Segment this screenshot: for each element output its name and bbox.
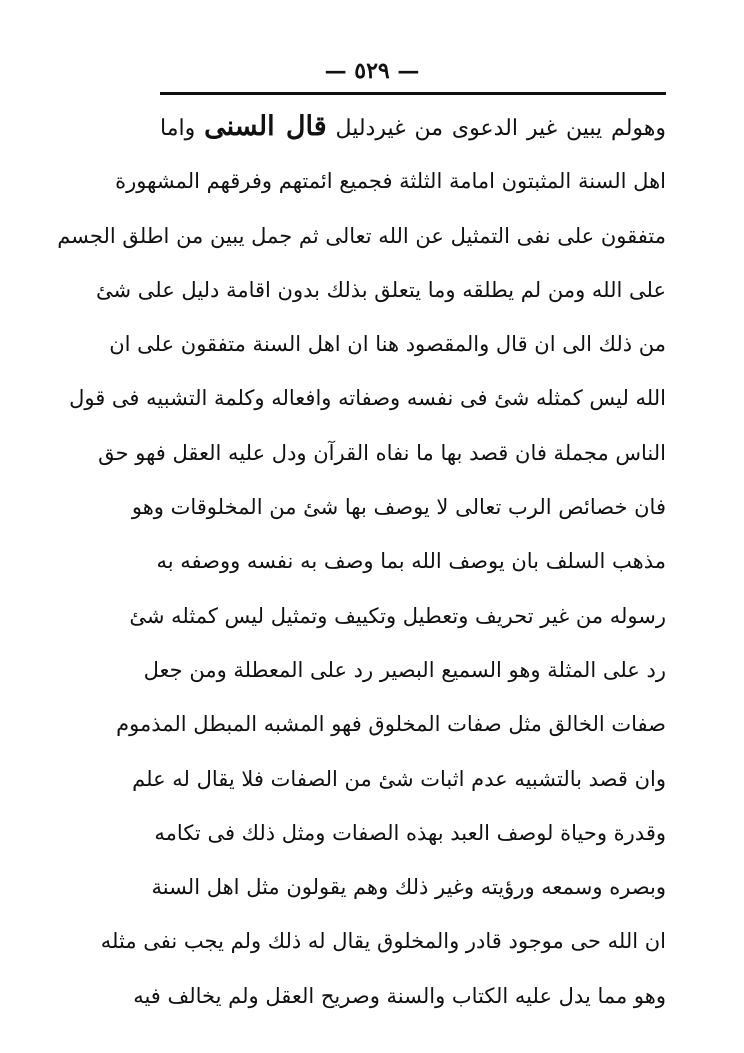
text-body — [57, 100, 666, 1023]
text-line: ان الله حى موجود قادر والمخلوق يقال له ذلك ولم يجب نفى مثله — [100, 929, 666, 954]
header-rule — [160, 92, 666, 95]
text-line: من ذلك الى ان قال والمقصود هنا ان اهل السنة متفقون على ان — [109, 332, 666, 357]
line-text-after-heading: واما — [160, 116, 196, 141]
text-line: صفات الخالق مثل صفات المخلوق فهو المشبه المبطل المذموم — [116, 712, 666, 737]
text-line: الله ليس كمثله شئ فى نفسه وصفاته وافعاله وكلمة التشبيه فى قول — [69, 386, 666, 411]
text-line: الناس مجملة فان قصد بها ما نفاه القرآن ودل عليه العقل فهو حق — [98, 440, 666, 465]
text-line: متفقون على نفى التمثيل عن الله تعالى ثم جمل يبين من اطلق الجسم — [57, 223, 666, 248]
text-line: وان قصد بالتشبيه عدم اثبات شئ من الصفات فلا يقال له علم — [132, 766, 666, 791]
line-text-before-heading: وهولم يبين غير الدعوى من غيردليل — [335, 116, 666, 141]
page-number: — ٥٢٩ — — [324, 58, 420, 84]
text-line: رد على المثلة وهو السميع البصير رد على المعطلة ومن جعل — [143, 657, 666, 682]
text-line: على الله ومن لم يطلقه وما يتعلق بذلك بدون اقامة دليل على شئ — [95, 277, 666, 302]
text-line: مذهب السلف بان يوصف الله بما وصف به نفسه ووصفه به — [156, 549, 666, 574]
text-line — [160, 100, 666, 154]
text-line: وهو مما يدل عليه الكتاب والسنة وصريح العقل ولم يخالف فيه — [133, 983, 666, 1008]
text-line: رسوله من غير تحريف وتعطيل وتكييف وتمثيل ليس كمثله شئ — [129, 603, 666, 628]
text-line: وقدرة وحياة لوصف العبد بهذه الصفات ومثل ذلك فى تكامه — [154, 820, 666, 845]
text-line: فان خصائص الرب تعالى لا يوصف بها شئ من المخلوقات وهو — [131, 495, 666, 520]
section-heading: قال السنى — [204, 111, 327, 142]
text-line: اهل السنة المثبتون امامة الثلثة فجميع ائمتهم وفرقهم المشهورة — [115, 169, 666, 194]
text-line: وبصره وسمعه ورؤيته وغير ذلك وهم يقولون مثل اهل السنة — [151, 875, 666, 900]
